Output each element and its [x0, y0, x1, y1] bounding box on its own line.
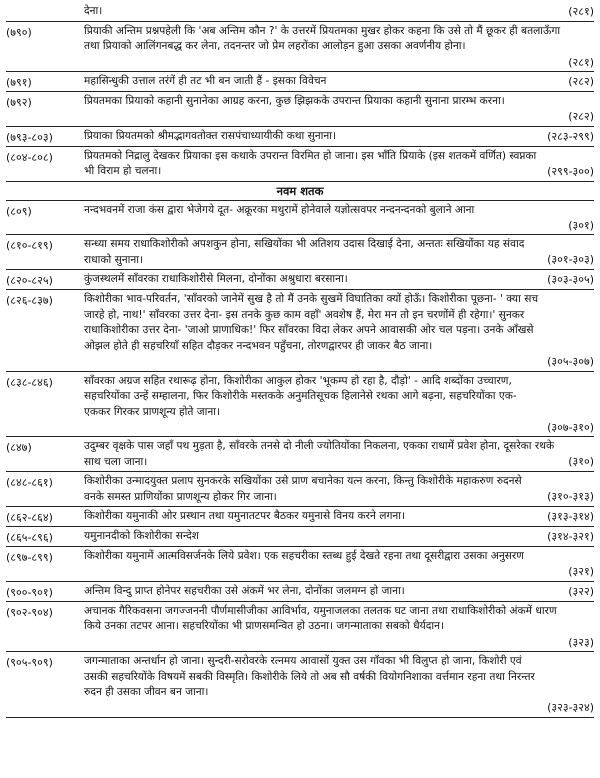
entry-text: महासिन्धुकी उत्ताल तरंगें ही तट भी बन जाती हैं - इसका विवेचन — [84, 75, 327, 87]
entry-body — [84, 94, 594, 125]
entry-body — [84, 529, 594, 545]
entry-row — [6, 437, 594, 472]
entry-text: प्रियतमको निद्रालु देखकर प्रियाका इस कथाके उपरान्त विरमित हो जाना। इस भाँति प्रियाके (इस शतकमें वर्णित) स्वप्नका भी विराम हो चलना। — [84, 149, 537, 177]
entry-body — [84, 149, 594, 180]
entry-text: प्रियाका प्रियतमको श्रीमद्भागवतोक्त रासपंचाध्यायीकी कथा सुनाना। — [84, 129, 337, 142]
entry-text: किशोरीका भाव-परिवर्तन, 'साँवरको जानेमें सुख है तो मैं उनके सुखमें विघातिका क्यों होऊँ। किशोरीका पूछना- ' क्या सच जारहे हो, नाथ!' साँवरका उत्तर देना- इस तनके कुछ काम वहाँ' अवशेष हैं, मेरा मन तो इन चरणोंमें ही रहेगा।' सुनकर राधाकिशोरीका उत्तर देना- 'जाओ प्राणाधिक!' फिर साँवरका विदा लेकर अपने आवासकी ओर चल पड़ना। उनके आँखसे ओझल होते ही सहचरियाँ सहित दौड़कर नन्दभवन पहुँचना, तोरणद्वारपर ही जाकर बैठ जाना। — [84, 293, 539, 352]
entry-page: (३१०) — [568, 455, 594, 468]
entry-page: (३१४-३२१) — [547, 530, 594, 543]
entry-page: (३२२) — [568, 584, 594, 598]
entry-body — [84, 474, 594, 505]
entry-number: (८१०-८१९) — [6, 239, 53, 252]
entry-page: (३०३-३०५) — [547, 273, 594, 286]
entry-text: देना। — [84, 5, 103, 17]
entry-row — [6, 527, 594, 547]
entry-number: (७९०) — [6, 25, 32, 39]
entry-row — [6, 507, 594, 527]
entry-body — [84, 74, 594, 90]
entry-number: (७९१) — [6, 76, 32, 89]
entry-body — [84, 374, 594, 436]
entry-number: (८०९) — [6, 204, 32, 218]
entry-body — [84, 237, 594, 268]
entry-text: अन्तिम विन्दु प्राप्त होनेपर सहचरीका उसे अंकमें भर लेना, दोनोंका जलमग्न हो जाना। — [84, 584, 405, 597]
entry-number: (८६५-८९६) — [6, 531, 53, 544]
entry-body — [84, 24, 594, 71]
entry-page: (२८२) — [568, 110, 594, 123]
section-2 — [6, 182, 594, 718]
entry-row — [6, 235, 594, 270]
entry-row — [6, 201, 594, 236]
entry-number: (७९३-८०३) — [6, 130, 53, 144]
entry-number: (८४८-८६१) — [6, 476, 53, 489]
entry-text: अचानक गैरिकवसना जगज्जननी पौर्णमासीजीका आविर्भाव, यमुनाजलका तलतक घट जाना तथा राधाकिशोरीको अंकमें धारण किये उनका तटपर आना। सहचरियोंका भी प्राणसमन्वित हो उठना। जगन्माताका सबको धैर्यदान। — [84, 604, 557, 632]
entry-row — [6, 147, 594, 182]
entry-text: किशोरीका उन्मादयुक्त प्रलाप सुनकरके सखियोंका उसे प्राण बचानेका यत्न करना, किन्तु किशोरीके महाकरुण रुदनसे वनके समस्त प्राणियोंका प्राणशून्य होकर गिर जाना। — [84, 475, 522, 503]
entry-body — [84, 654, 594, 716]
entry-row — [6, 2, 594, 22]
entry-page: (३०५-३०७) — [547, 355, 594, 368]
entry-body — [84, 604, 594, 651]
entry-number: (९०५-९०९) — [6, 656, 53, 669]
entry-page: (३०७-३१०) — [547, 420, 594, 434]
entry-row — [6, 290, 594, 372]
entry-body — [84, 4, 594, 20]
entry-row — [6, 547, 594, 582]
entry-body — [84, 292, 594, 370]
entry-number: (८२६-८३७) — [6, 294, 53, 307]
entry-text: जगन्माताका अन्तर्धान हो जाना। सुन्दरी-सरोवरके रत्नमय आवासों युक्त उस गाँवका भी विलुप्त हो जाना, किशोरी एवं उसकी सहचरियोंके विषयमें सबकी विस्मृति। किशोरीके लिये तो अब सौ वर्षकी वियोगनिशाका वर्त्तमान रहना तथा निरन्तर रुदन ही उसका जीवन बन जाना। — [84, 655, 535, 698]
entry-row — [6, 372, 594, 438]
entry-row — [6, 270, 594, 290]
entry-body — [84, 509, 594, 525]
entry-number — [6, 4, 84, 20]
entry-page: (२८१) — [568, 55, 594, 69]
section-heading: नवम शतक — [6, 182, 594, 201]
entry-number: (८६२-८६४) — [6, 511, 53, 524]
entry-body — [84, 549, 594, 580]
entry-page: (३१३-३१४) — [547, 510, 594, 523]
entry-page: (३०१) — [568, 218, 594, 232]
entry-number: (९०२-९०४) — [6, 605, 53, 619]
entry-number: (८२०-८२५) — [6, 274, 53, 287]
entry-text: उदुम्बर वृक्षके पास जहाँ पथ मुड़ता है, साँवरके तनसे दो नीली ज्योतियोंका निकलना, एकका राधामें प्रवेश होना, दूसरेका रथके साथ चला जाना। — [84, 440, 555, 468]
entry-text: साँवरका अग्रज सहित रथारूढ़ होना, किशोरीका आकुल होकर 'भूकम्प हो रहा है, दौड़ो' - आदि शब्दोंका उच्चारण, सहचरियोंका उन्हें सम्हालना, फिर किशोरीके मस्तकके अनुमतिसूचक हिलानेसे रथका आगे बढ़ना, सहचरियोंका एक-एककर गिरकर प्राणशून्य होते जाना। — [84, 374, 517, 418]
entry-page: (२९९-३००) — [547, 164, 594, 178]
entry-row — [6, 72, 594, 92]
entry-text: नन्दभवनमें राजा कंस द्वारा भेजेगये दूत- अक्रूरका मथुरामें होनेवाले यज्ञोत्सवपर नन्दनन्दनको बुलाने आना — [84, 203, 475, 216]
entry-row — [6, 472, 594, 507]
entry-row — [6, 652, 594, 718]
entry-page: (३१०-३१३) — [547, 490, 594, 503]
entry-page: (३२३-३२४) — [547, 701, 594, 714]
entry-row — [6, 92, 594, 127]
entry-page: (३०१-३०३) — [547, 253, 594, 266]
entry-page: (३२३) — [568, 635, 594, 649]
entry-number: (८३८-८४६) — [6, 375, 53, 389]
entry-number: (९००-९०१) — [6, 585, 53, 599]
entry-number: (८९७-८९९) — [6, 551, 53, 564]
entry-row — [6, 127, 594, 147]
contents-page — [6, 0, 594, 718]
entry-row — [6, 602, 594, 653]
entry-page: (३२१) — [568, 565, 594, 578]
entry-page: (२८२) — [568, 75, 594, 88]
entry-number: (७९२) — [6, 96, 32, 109]
entry-page: (२८३-२९९) — [547, 129, 594, 143]
entry-text: किशोरीका यमुनामें आत्मविसर्जनके लिये प्रवेश। एक सहचरीका स्तब्ध हुई देखते रहना तथा दूसरीद्वारा उसका अनुसरण — [84, 550, 524, 562]
entry-text: किशोरीका यमुनाकी ओर प्रस्थान तथा यमुनातटपर बैठकर यमुनासे विनय करने लगना। — [84, 510, 406, 522]
entry-body — [84, 439, 594, 470]
entry-text: यमुनानदीको किशोरीका सन्देश — [84, 530, 200, 542]
entry-text: सन्ध्या समय राधाकिशोरीको अपशकुन होना, सखियोंका भी अतिशय उदास दिखाई देना, अन्ततः सखियोंका यह संवाद राधाको सुनाना। — [84, 238, 525, 266]
entry-row — [6, 22, 594, 73]
entry-text: प्रियतमका प्रियाको कहानी सुनानेका आग्रह करना, कुछ झिझकके उपरान्त प्रियाका कहानी सुनाना प्रारम्भ करना। — [84, 95, 505, 107]
entry-number: (८४७) — [6, 441, 32, 454]
section-1 — [6, 2, 594, 182]
entry-page: (२८१) — [568, 5, 594, 18]
entry-row — [6, 582, 594, 602]
entry-text: प्रियाकी अन्तिम प्रश्नपहेली कि 'अब अन्तिम कौन ?' के उत्तरमें प्रियतमका मुखर होकर कहना कि उसे तो मैं छूकर ही बतलाऊँगा तथा प्रियाको आलिंगनबद्ध कर लेना, तदनन्तर जो प्रेम लहरोंका आलोड़न हुआ उसका अवर्णनीय होना। — [84, 24, 561, 52]
entry-body — [84, 272, 594, 288]
entry-text: कुंजस्थलमें साँवरका राधाकिशोरीसे मिलना, दोनोंका अश्रुधारा बरसाना। — [84, 273, 348, 285]
entry-body — [84, 584, 594, 600]
entry-body — [84, 203, 594, 234]
entry-number: (८०४-८०८) — [6, 150, 53, 164]
entry-body — [84, 129, 594, 145]
